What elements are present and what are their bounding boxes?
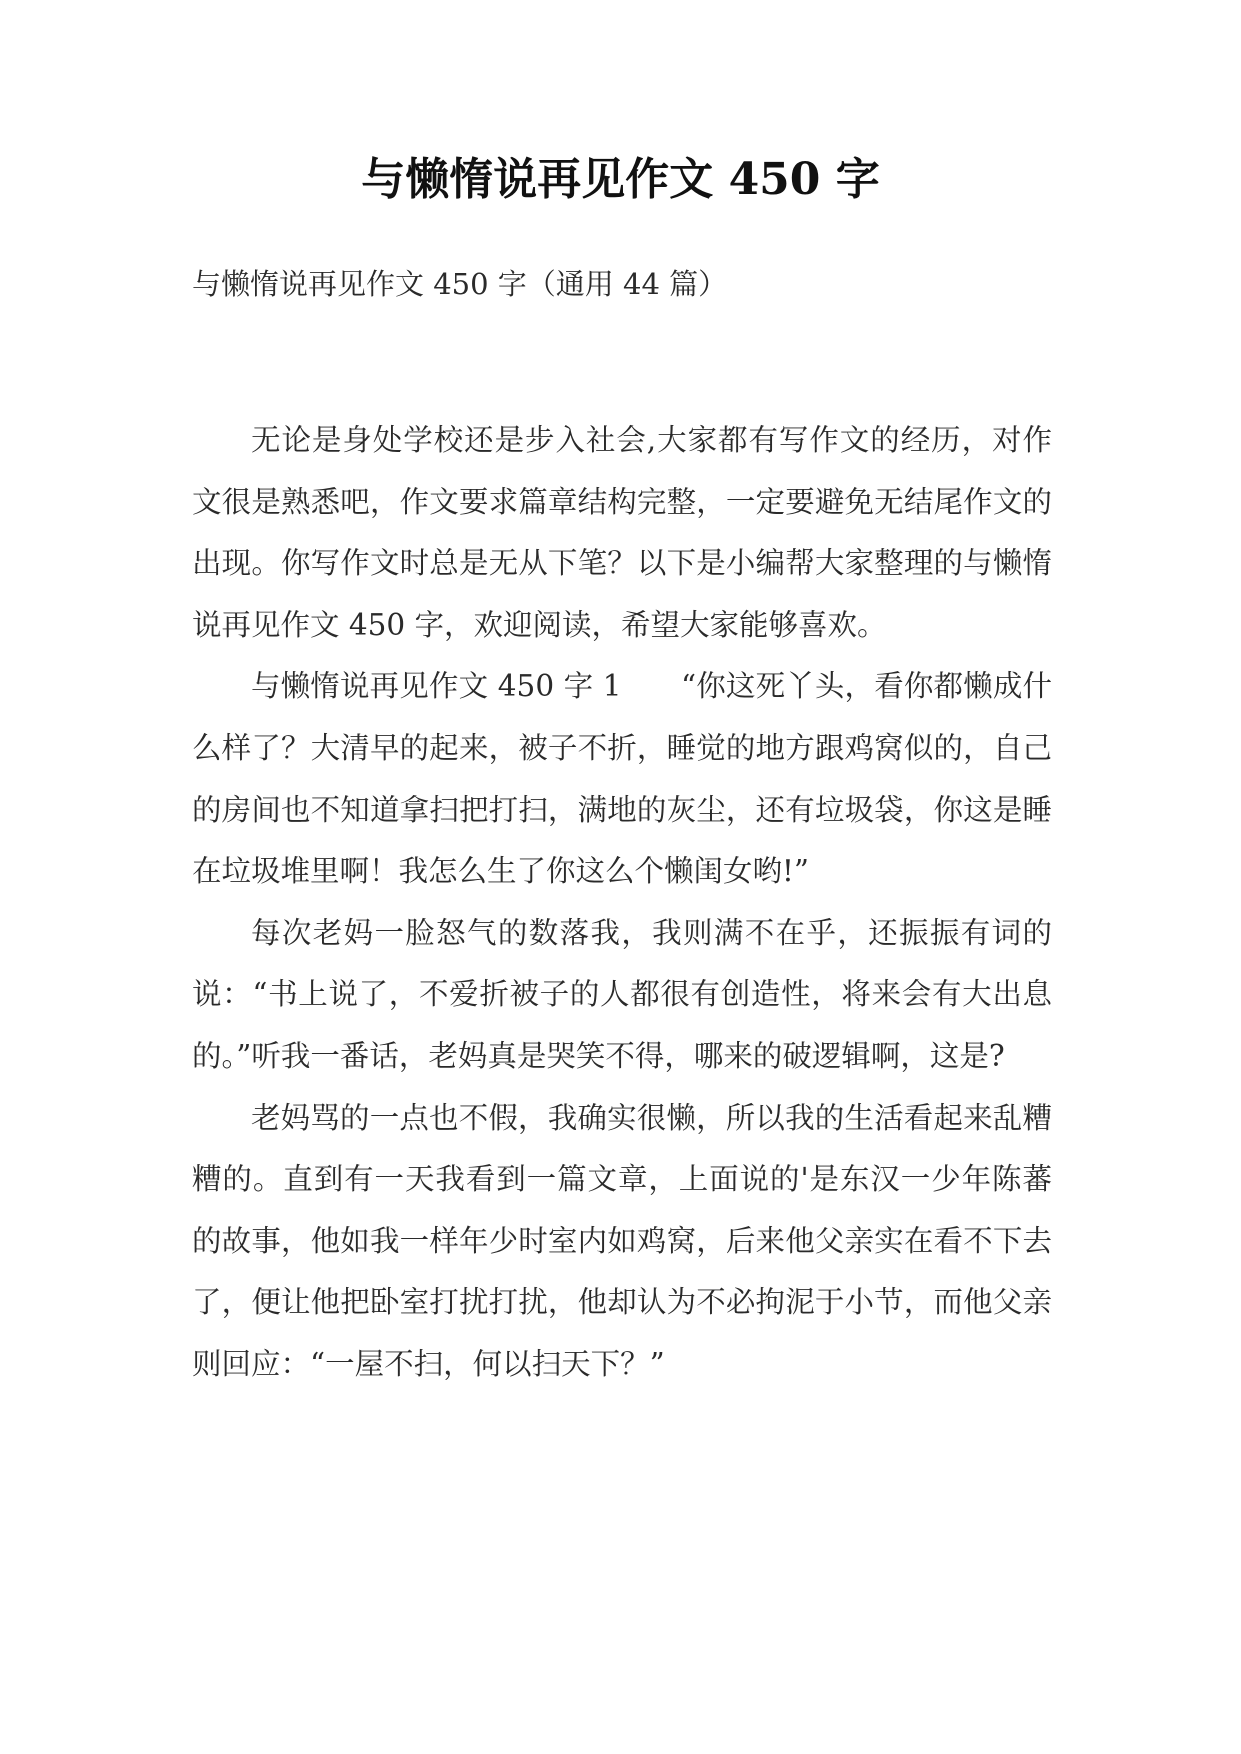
document-body xyxy=(192,410,1052,1396)
paragraph-essay-1-opening: 与懒惰说再见作文 450 字 1 “你这死丫头，看你都懒成什么样了？大清早的起来，被子不折，睡觉的地方跟鸡窝似的，自己的房间也不知道拿扫把打扫，满地的灰尘，还有垃圾袋，你这是睡在垃圾堆里啊！我怎么生了你这么个懒闺女哟!” xyxy=(192,669,1052,889)
document-title: 与懒惰说再见作文 450 字 xyxy=(361,154,880,205)
document-subtitle: 与懒惰说再见作文 450 字（通用 44 篇） xyxy=(192,267,728,301)
paragraph-mom-scolding: 每次老妈一脸怒气的数落我，我则满不在乎，还振振有词的说：“书上说了，不爱折被子的人都很有创造性，将来会有大出息的。”听我一番话，老妈真是哭笑不得，哪来的破逻辑啊，这是? xyxy=(192,915,1052,1073)
paragraph-intro: 无论是身处学校还是步入社会,大家都有写作文的经历，对作文很是熟悉吧，作文要求篇章结构完整，一定要避免无结尾作文的出现。你写作文时总是无从下笔？以下是小编帮大家整理的与懒惰说再见作文 450 字，欢迎阅读，希望大家能够喜欢。 xyxy=(192,423,1052,642)
paragraph-chen-fan-story: 老妈骂的一点也不假，我确实很懒，所以我的生活看起来乱糟糟的。直到有一天我看到一篇文章，上面说的'是东汉一少年陈蕃的故事，他如我一样年少时室内如鸡窝，后来他父亲实在看不下去了，便让他把卧室打扰打扰，他却认为不必拘泥于小节，而他父亲则回应：“一屋不扫，何以扫天下？” xyxy=(192,1100,1052,1381)
